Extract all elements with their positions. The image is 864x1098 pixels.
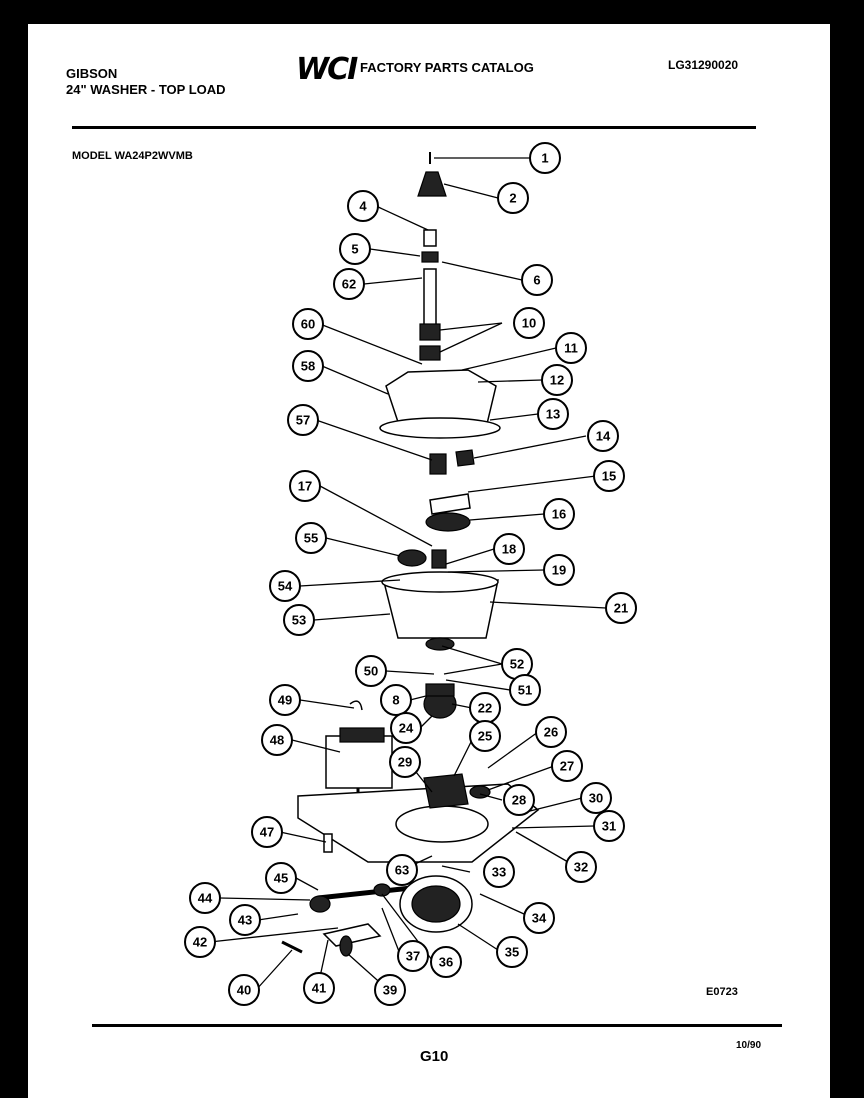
svg-text:30: 30 xyxy=(588,790,604,806)
svg-text:62: 62 xyxy=(341,276,357,292)
callout-30 xyxy=(581,783,611,813)
svg-text:48: 48 xyxy=(269,732,285,748)
svg-text:49: 49 xyxy=(277,692,293,708)
brand-name: GIBSON xyxy=(66,66,118,81)
drive-shaft-part xyxy=(424,269,436,329)
callout-41 xyxy=(304,973,334,1003)
model-number: MODEL WA24P2WVMB xyxy=(72,150,193,162)
snap-ring-part xyxy=(350,701,362,710)
callout-47 xyxy=(252,817,282,847)
callout-40 xyxy=(229,975,259,1005)
callout-13 xyxy=(538,399,568,429)
callout-26 xyxy=(536,717,566,747)
svg-text:17: 17 xyxy=(297,478,313,494)
callout-16 xyxy=(544,499,574,529)
callout-35 xyxy=(497,937,527,967)
callout-19 xyxy=(544,555,574,585)
svg-text:40: 40 xyxy=(236,982,252,998)
svg-text:15: 15 xyxy=(601,468,617,484)
svg-text:14: 14 xyxy=(595,428,611,444)
callout-24 xyxy=(391,713,421,743)
callout-33 xyxy=(484,857,514,887)
callout-51 xyxy=(510,675,540,705)
callout-28 xyxy=(504,785,534,815)
callout-6 xyxy=(522,265,552,295)
svg-text:25: 25 xyxy=(477,728,493,744)
callout-29 xyxy=(390,747,420,777)
callout-10 xyxy=(514,308,544,338)
callout-37 xyxy=(398,941,428,971)
svg-text:35: 35 xyxy=(504,944,520,960)
svg-text:60: 60 xyxy=(300,316,316,332)
svg-text:52: 52 xyxy=(509,656,525,672)
svg-text:53: 53 xyxy=(291,612,307,628)
svg-text:39: 39 xyxy=(382,982,398,998)
pinion-gear-part xyxy=(430,454,446,474)
svg-text:47: 47 xyxy=(259,824,275,840)
agitator-cap-part xyxy=(418,172,446,196)
callout-36 xyxy=(431,947,461,977)
svg-text:27: 27 xyxy=(559,758,575,774)
callout-42 xyxy=(185,927,215,957)
callout-62 xyxy=(334,269,364,299)
page-number: G10 xyxy=(420,1048,449,1065)
callout-57 xyxy=(288,405,318,435)
svg-text:42: 42 xyxy=(192,934,208,950)
svg-text:16: 16 xyxy=(551,506,567,522)
callout-1 xyxy=(530,143,560,173)
svg-text:43: 43 xyxy=(237,912,253,928)
callout-15 xyxy=(594,461,624,491)
svg-text:44: 44 xyxy=(197,890,213,906)
callout-27 xyxy=(552,751,582,781)
svg-text:50: 50 xyxy=(363,663,379,679)
callout-4 xyxy=(348,191,378,221)
motor-part xyxy=(326,736,392,788)
svg-text:8: 8 xyxy=(392,692,400,708)
motor-pulley-part xyxy=(310,896,330,912)
callout-39 xyxy=(375,975,405,1005)
callout-49 xyxy=(270,685,300,715)
svg-text:4: 4 xyxy=(359,198,367,214)
svg-text:31: 31 xyxy=(601,818,617,834)
callout-48 xyxy=(262,725,292,755)
svg-text:11: 11 xyxy=(564,340,578,356)
catalog-page xyxy=(28,24,830,1098)
svg-text:19: 19 xyxy=(551,562,567,578)
wci-logo: WCI xyxy=(296,52,357,87)
svg-text:29: 29 xyxy=(397,754,413,770)
callout-12 xyxy=(542,365,572,395)
callout-50 xyxy=(356,656,386,686)
shaft-seal-part xyxy=(424,230,436,246)
callout-18 xyxy=(494,534,524,564)
callout-11 xyxy=(556,333,586,363)
callout-22 xyxy=(470,693,500,723)
svg-text:54: 54 xyxy=(277,578,293,594)
svg-text:63: 63 xyxy=(394,862,410,878)
callout-14 xyxy=(588,421,618,451)
svg-text:32: 32 xyxy=(573,859,589,875)
svg-text:34: 34 xyxy=(531,910,547,926)
svg-text:12: 12 xyxy=(549,372,565,388)
svg-text:33: 33 xyxy=(491,864,507,880)
svg-text:5: 5 xyxy=(351,241,359,257)
exploded-parts-diagram xyxy=(28,24,830,1098)
callout-63 xyxy=(387,855,417,885)
callout-2 xyxy=(498,183,528,213)
svg-text:51: 51 xyxy=(517,682,533,698)
callout-43 xyxy=(230,905,260,935)
svg-text:13: 13 xyxy=(545,406,561,422)
catalog-title: FACTORY PARTS CATALOG xyxy=(360,60,534,75)
svg-text:26: 26 xyxy=(543,724,559,740)
svg-text:41: 41 xyxy=(311,980,327,996)
callout-8 xyxy=(381,685,411,715)
callout-60 xyxy=(293,309,323,339)
callout-32 xyxy=(566,852,596,882)
callout-44 xyxy=(190,883,220,913)
product-description: 24" WASHER - TOP LOAD xyxy=(66,82,226,97)
svg-text:36: 36 xyxy=(438,954,454,970)
drive-gear-part xyxy=(426,513,470,531)
callout-54 xyxy=(270,571,300,601)
svg-text:2: 2 xyxy=(509,190,517,206)
revision-date: 10/90 xyxy=(736,1040,762,1051)
svg-text:37: 37 xyxy=(405,948,421,964)
callout-45 xyxy=(266,863,296,893)
svg-text:28: 28 xyxy=(511,792,527,808)
svg-text:57: 57 xyxy=(295,412,311,428)
callout-17 xyxy=(290,471,320,501)
diagram-number: E0723 xyxy=(706,986,738,998)
catalog-number: LG31290020 xyxy=(668,58,739,72)
svg-text:6: 6 xyxy=(533,272,541,288)
callout-5 xyxy=(340,234,370,264)
svg-text:1: 1 xyxy=(541,150,549,166)
svg-text:58: 58 xyxy=(300,358,316,374)
callout-55 xyxy=(296,523,326,553)
svg-text:21: 21 xyxy=(613,600,629,616)
svg-text:18: 18 xyxy=(501,541,517,557)
callout-25 xyxy=(470,721,500,751)
svg-text:22: 22 xyxy=(477,700,493,716)
callout-58 xyxy=(293,351,323,381)
svg-text:10: 10 xyxy=(521,315,537,331)
svg-text:45: 45 xyxy=(273,870,289,886)
footer-divider xyxy=(92,1024,782,1027)
callout-34 xyxy=(524,903,554,933)
svg-text:24: 24 xyxy=(398,720,414,736)
callout-31 xyxy=(594,811,624,841)
callout-21 xyxy=(606,593,636,623)
callout-53 xyxy=(284,605,314,635)
svg-text:55: 55 xyxy=(303,530,319,546)
